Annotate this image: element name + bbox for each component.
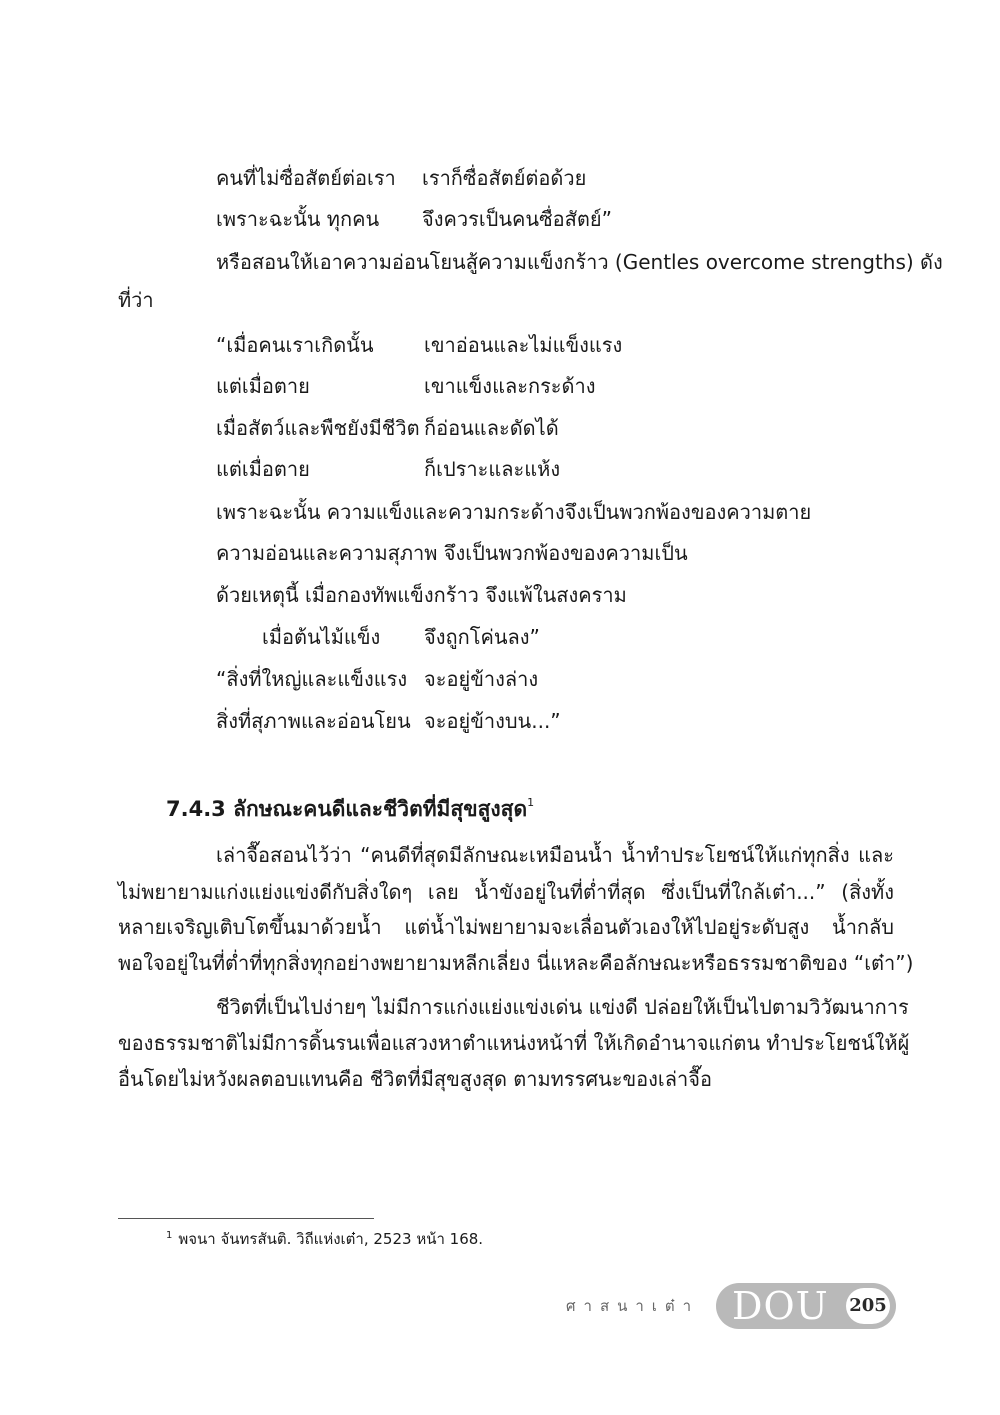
paragraph-line: เล่าจื๊อสอนไว้ว่า “คนดีที่สุดมีลักษณะเหมือนน้ำ น้ำทำประโยชน์ให้แก่ทุกสิ่ง และ — [216, 843, 894, 867]
verse-line-right: เขาอ่อนและไม่แข็งแรง — [424, 333, 623, 357]
section-heading — [166, 788, 534, 824]
paragraph-line: หลายเจริญเติบโตขึ้นมาด้วยน้ำ แต่น้ำไม่พยายามจะเลื่อนตัวเองให้ไปอยู่ระดับสูง น้ำกลับ — [118, 915, 894, 939]
dou-logo: DOU — [732, 1284, 829, 1328]
paragraph-line: ไม่พยายามแก่งแย่งแข่งดีกับสิ่งใดๆ เลย น้ำขังอยู่ในที่ต่ำที่สุด ซึ่งเป็นที่ใกล้เต๋า...” (สิ่งทั้ง — [118, 880, 894, 904]
verse-line-left: เพราะฉะนั้น ทุกคน — [216, 207, 380, 231]
verse-line-right: จึงควรเป็นคนซื่อสัตย์” — [422, 207, 612, 231]
paragraph-line: ของธรรมชาติไม่มีการดิ้นรนเพื่อแสวงหาตำแหน่งหน้าที่ ให้เกิดอำนาจแก่ตน ทำประโยชน์ให้ผู้ — [118, 1031, 910, 1055]
page-number: 205 — [846, 1288, 890, 1324]
dou-badge — [716, 1283, 896, 1329]
verse-line-left: “เมื่อคนเราเกิดนั้น — [216, 333, 374, 357]
verse-line-left: แต่เมื่อตาย — [216, 374, 310, 398]
paragraph-line: ชีวิตที่เป็นไปง่ายๆ ไม่มีการแก่งแย่งแข่งเด่น แข่งดี ปล่อยให้เป็นไปตามวิวัฒนาการ — [216, 995, 909, 1019]
intro-line: ที่ว่า — [118, 288, 154, 312]
footnote-text: พจนา จันทรสันติ. วิถีแห่งเต๋า, 2523 หน้า 168. — [178, 1230, 484, 1248]
verse-line-right: ก็อ่อนและดัดได้ — [424, 416, 559, 440]
footnote — [166, 1223, 483, 1252]
verse-line-right: จึงถูกโค่นลง” — [424, 625, 540, 649]
verse-line-left: เมื่อต้นไม้แข็ง — [262, 625, 381, 649]
verse-line-left: แต่เมื่อตาย — [216, 457, 310, 481]
running-footer-title: ศาสนาเต๋า — [566, 1297, 700, 1315]
paragraph-line: พอใจอยู่ในที่ต่ำที่ทุกสิ่งทุกอย่างพยายามหลีกเลี่ยง นี่แหละคือลักษณะหรือธรรมชาติของ “เต๋า”) — [118, 951, 914, 975]
verse-line-left: คนที่ไม่ซื่อสัตย์ต่อเรา — [216, 166, 396, 190]
verse-line-left: “สิ่งที่ใหญ่และแข็งแรง — [216, 667, 408, 691]
footnote-ref[interactable]: 1 — [527, 796, 535, 809]
intro-line: หรือสอนให้เอาความอ่อนโยนสู้ความแข็งกร้าว (Gentles overcome strengths) ดัง — [216, 250, 943, 274]
verse-line-right: เราก็ซื่อสัตย์ต่อด้วย — [422, 166, 587, 190]
verse-line-left: เมื่อสัตว์และพืชยังมีชีวิต — [216, 416, 420, 440]
verse-line-right: จะอยู่ข้างล่าง — [424, 667, 539, 691]
section-number: 7.4.3 — [166, 797, 226, 821]
verse-line-right: เขาแข็งและกระด้าง — [424, 374, 596, 398]
verse-line-right: ก็เปราะและแห้ง — [424, 457, 561, 481]
verse-line-left: สิ่งที่สุภาพและอ่อนโยน — [216, 709, 411, 733]
footnote-number: 1 — [166, 1230, 173, 1241]
prose-line: เพราะฉะนั้น ความแข็งและความกระด้างจึงเป็นพวกพ้องของความตาย — [216, 500, 812, 524]
prose-line: ด้วยเหตุนี้ เมื่อกองทัพแข็งกร้าว จึงแพ้ในสงคราม — [216, 583, 627, 607]
prose-line: ความอ่อนและความสุภาพ จึงเป็นพวกพ้องของความเป็น — [216, 541, 688, 565]
paragraph-line: อื่นโดยไม่หวังผลตอบแทนคือ ชีวิตที่มีสุขสูงสุด ตามทรรศนะของเล่าจื๊อ — [118, 1067, 712, 1091]
verse-line-right: จะอยู่ข้างบน...” — [424, 709, 561, 733]
footnote-divider — [118, 1218, 374, 1219]
section-title: ลักษณะคนดีและชีวิตที่มีสุขสูงสุด — [233, 797, 528, 821]
